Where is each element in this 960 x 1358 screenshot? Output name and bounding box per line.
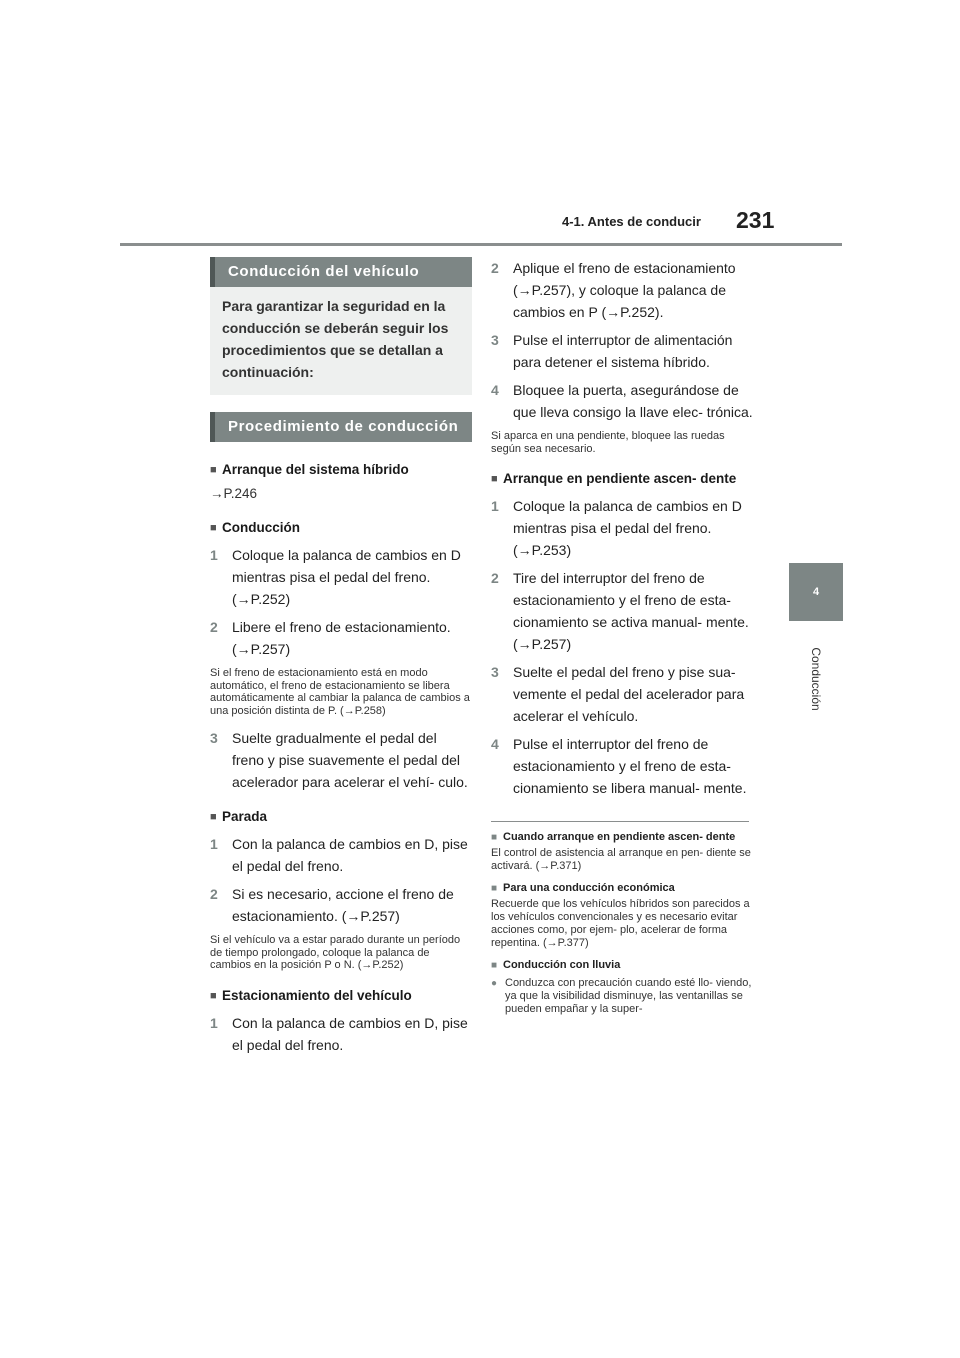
step-number: 1: [491, 498, 499, 514]
heading-stop: [210, 807, 472, 827]
chapter-label-text: Conducción: [809, 647, 823, 711]
notes-divider: [491, 821, 749, 822]
step-text: Pulse el interruptor del freno de estacionamiento y el freno de esta- cionamiento se libera manual- mente.: [513, 736, 747, 796]
step-text: Suelte gradualmente el pedal del freno y pise suavemente el pedal del acelerador para acelerar el vehí- culo.: [232, 730, 468, 790]
note-eco-heading: [491, 882, 753, 895]
step-text: Con la palanca de cambios en D, pise el pedal del freno.: [232, 836, 468, 874]
parking-step: [491, 257, 753, 323]
step-text: Coloque la palanca de cambios en D mientras pisa el pedal del freno. (→P.252): [232, 547, 461, 607]
chapter-label: [796, 634, 836, 724]
heading-uphill-text: Arranque en pendiente ascen- dente: [503, 471, 737, 486]
note-heading-text: Cuando arranque en pendiente ascen- dente: [503, 831, 736, 843]
note-rain-heading: [491, 959, 753, 972]
step-text: Coloque la palanca de cambios en D mientras pisa el pedal del freno. (→P.253): [513, 498, 742, 558]
note-heading-text: Conducción con lluvia: [503, 959, 621, 971]
note-eco-text: Recuerde que los vehículos híbridos son parecidos a los vehículos convencionales y es necesario evitar acciones como, por ejem- plo, acelerar de forma repentina. (→P.377): [491, 898, 750, 949]
note-uphill-heading: [491, 831, 753, 844]
square-bullet-icon: ■: [491, 473, 498, 485]
square-bullet-icon: ■: [210, 464, 217, 476]
header-divider: [120, 243, 842, 246]
step-text: Bloquee la puerta, asegurándose de que lleva consigo la llave elec- trónica.: [513, 382, 753, 420]
driving-step: [210, 544, 472, 610]
step-number: 2: [491, 260, 499, 276]
step-number: 2: [210, 619, 218, 635]
intro-text: Para garantizar la seguridad en la conducción se deberán seguir los procedimientos que se detallan a continuación:: [222, 298, 449, 380]
step-text: Aplique el freno de estacionamiento (→P.257), y coloque la palanca de cambios en P (→P.252).: [513, 260, 736, 320]
uphill-step: [491, 495, 753, 561]
step-text: Libere el freno de estacionamiento. (→P.257): [232, 619, 451, 657]
uphill-step: [491, 567, 753, 655]
step-number: 1: [210, 836, 218, 852]
left-column: [210, 257, 472, 1056]
step-number: 4: [491, 382, 499, 398]
uphill-step: [491, 733, 753, 799]
driving-note: Si el freno de estacionamiento está en modo automático, el freno de estacionamiento se libera automáticamente al cambiar la palanca de cambios a una posición distinta de P. (→P.258): [210, 667, 470, 717]
uphill-step: [491, 661, 753, 727]
section-label: 4-1. Antes de conducir: [562, 214, 701, 229]
step-number: 1: [210, 547, 218, 563]
heading-driving-text: Conducción: [222, 520, 300, 535]
step-number: 2: [210, 886, 218, 902]
intro-box: [210, 287, 472, 395]
square-bullet-icon: ■: [491, 832, 498, 843]
square-bullet-icon: ■: [491, 883, 498, 894]
step-number: 1: [210, 1014, 218, 1031]
square-bullet-icon: ■: [210, 811, 217, 823]
parking-step: [491, 329, 753, 373]
step-text: Tire del interruptor del freno de estacionamiento y el freno de esta- cionamiento se activa manual- mente. (→P.257): [513, 570, 749, 652]
step-number: 3: [210, 730, 218, 746]
heading-stop-text: Parada: [222, 809, 268, 824]
parking-step: [491, 379, 753, 423]
heading-startup-text: Arranque del sistema híbrido: [222, 462, 409, 477]
page-header: [0, 0, 960, 250]
parking-note: Si aparca en una pendiente, bloquee las ruedas según sea necesario.: [491, 430, 725, 455]
stop-step: [210, 883, 472, 927]
square-bullet-icon: ■: [491, 960, 498, 971]
heading-driving: [210, 518, 472, 538]
heading-parking: [210, 986, 472, 1006]
stop-step: [210, 833, 472, 877]
circle-bullet-icon: ●: [491, 978, 498, 989]
driving-step: [210, 616, 472, 660]
note-heading-text: Para una conducción económica: [503, 882, 675, 894]
note-rain-bullet: [491, 977, 753, 1016]
step-number: 2: [491, 570, 499, 586]
title-driving-procedure: Procedimiento de conducción: [210, 412, 472, 442]
driving-step: [210, 727, 472, 793]
parking-step: [210, 1012, 472, 1056]
step-text: Suelte el pedal del freno y pise sua- vemente el pedal del acelerador para acelerar el vehículo.: [513, 664, 745, 724]
heading-parking-text: Estacionamiento del vehículo: [222, 987, 412, 1003]
step-text: Pulse el interruptor de alimentación para detener el sistema híbrido.: [513, 332, 733, 370]
chapter-tab: 4: [789, 563, 843, 621]
stop-note: Si el vehículo va a estar parado durante un período de tiempo prolongado, coloque la palanca de cambios en la posición P o N. (→P.252): [210, 934, 461, 971]
step-text: Si es necesario, accione el freno de estacionamiento. (→P.257): [232, 886, 454, 924]
square-bullet-icon: ■: [210, 522, 217, 534]
square-bullet-icon: ■: [210, 989, 217, 1002]
title-vehicle-driving: Conducción del vehículo: [210, 257, 472, 287]
heading-uphill: [491, 469, 753, 489]
heading-startup: [210, 460, 472, 480]
right-column: [491, 257, 753, 1016]
page-number: 231: [736, 207, 775, 233]
step-text: Con la palanca de cambios en D, pise el pedal del freno.: [232, 1014, 468, 1053]
step-number: 4: [491, 736, 499, 752]
bullet-text: Conduzca con precaución cuando esté llo- viendo, ya que la visibilidad disminuye, las ventanillas se pueden empañar y la super-: [505, 977, 752, 1015]
step-number: 3: [491, 332, 499, 348]
note-uphill-text: El control de asistencia al arranque en pen- diente se activará. (→P.371): [491, 847, 751, 872]
step-number: 3: [491, 664, 499, 680]
ref-startup: →P.246: [210, 486, 258, 501]
